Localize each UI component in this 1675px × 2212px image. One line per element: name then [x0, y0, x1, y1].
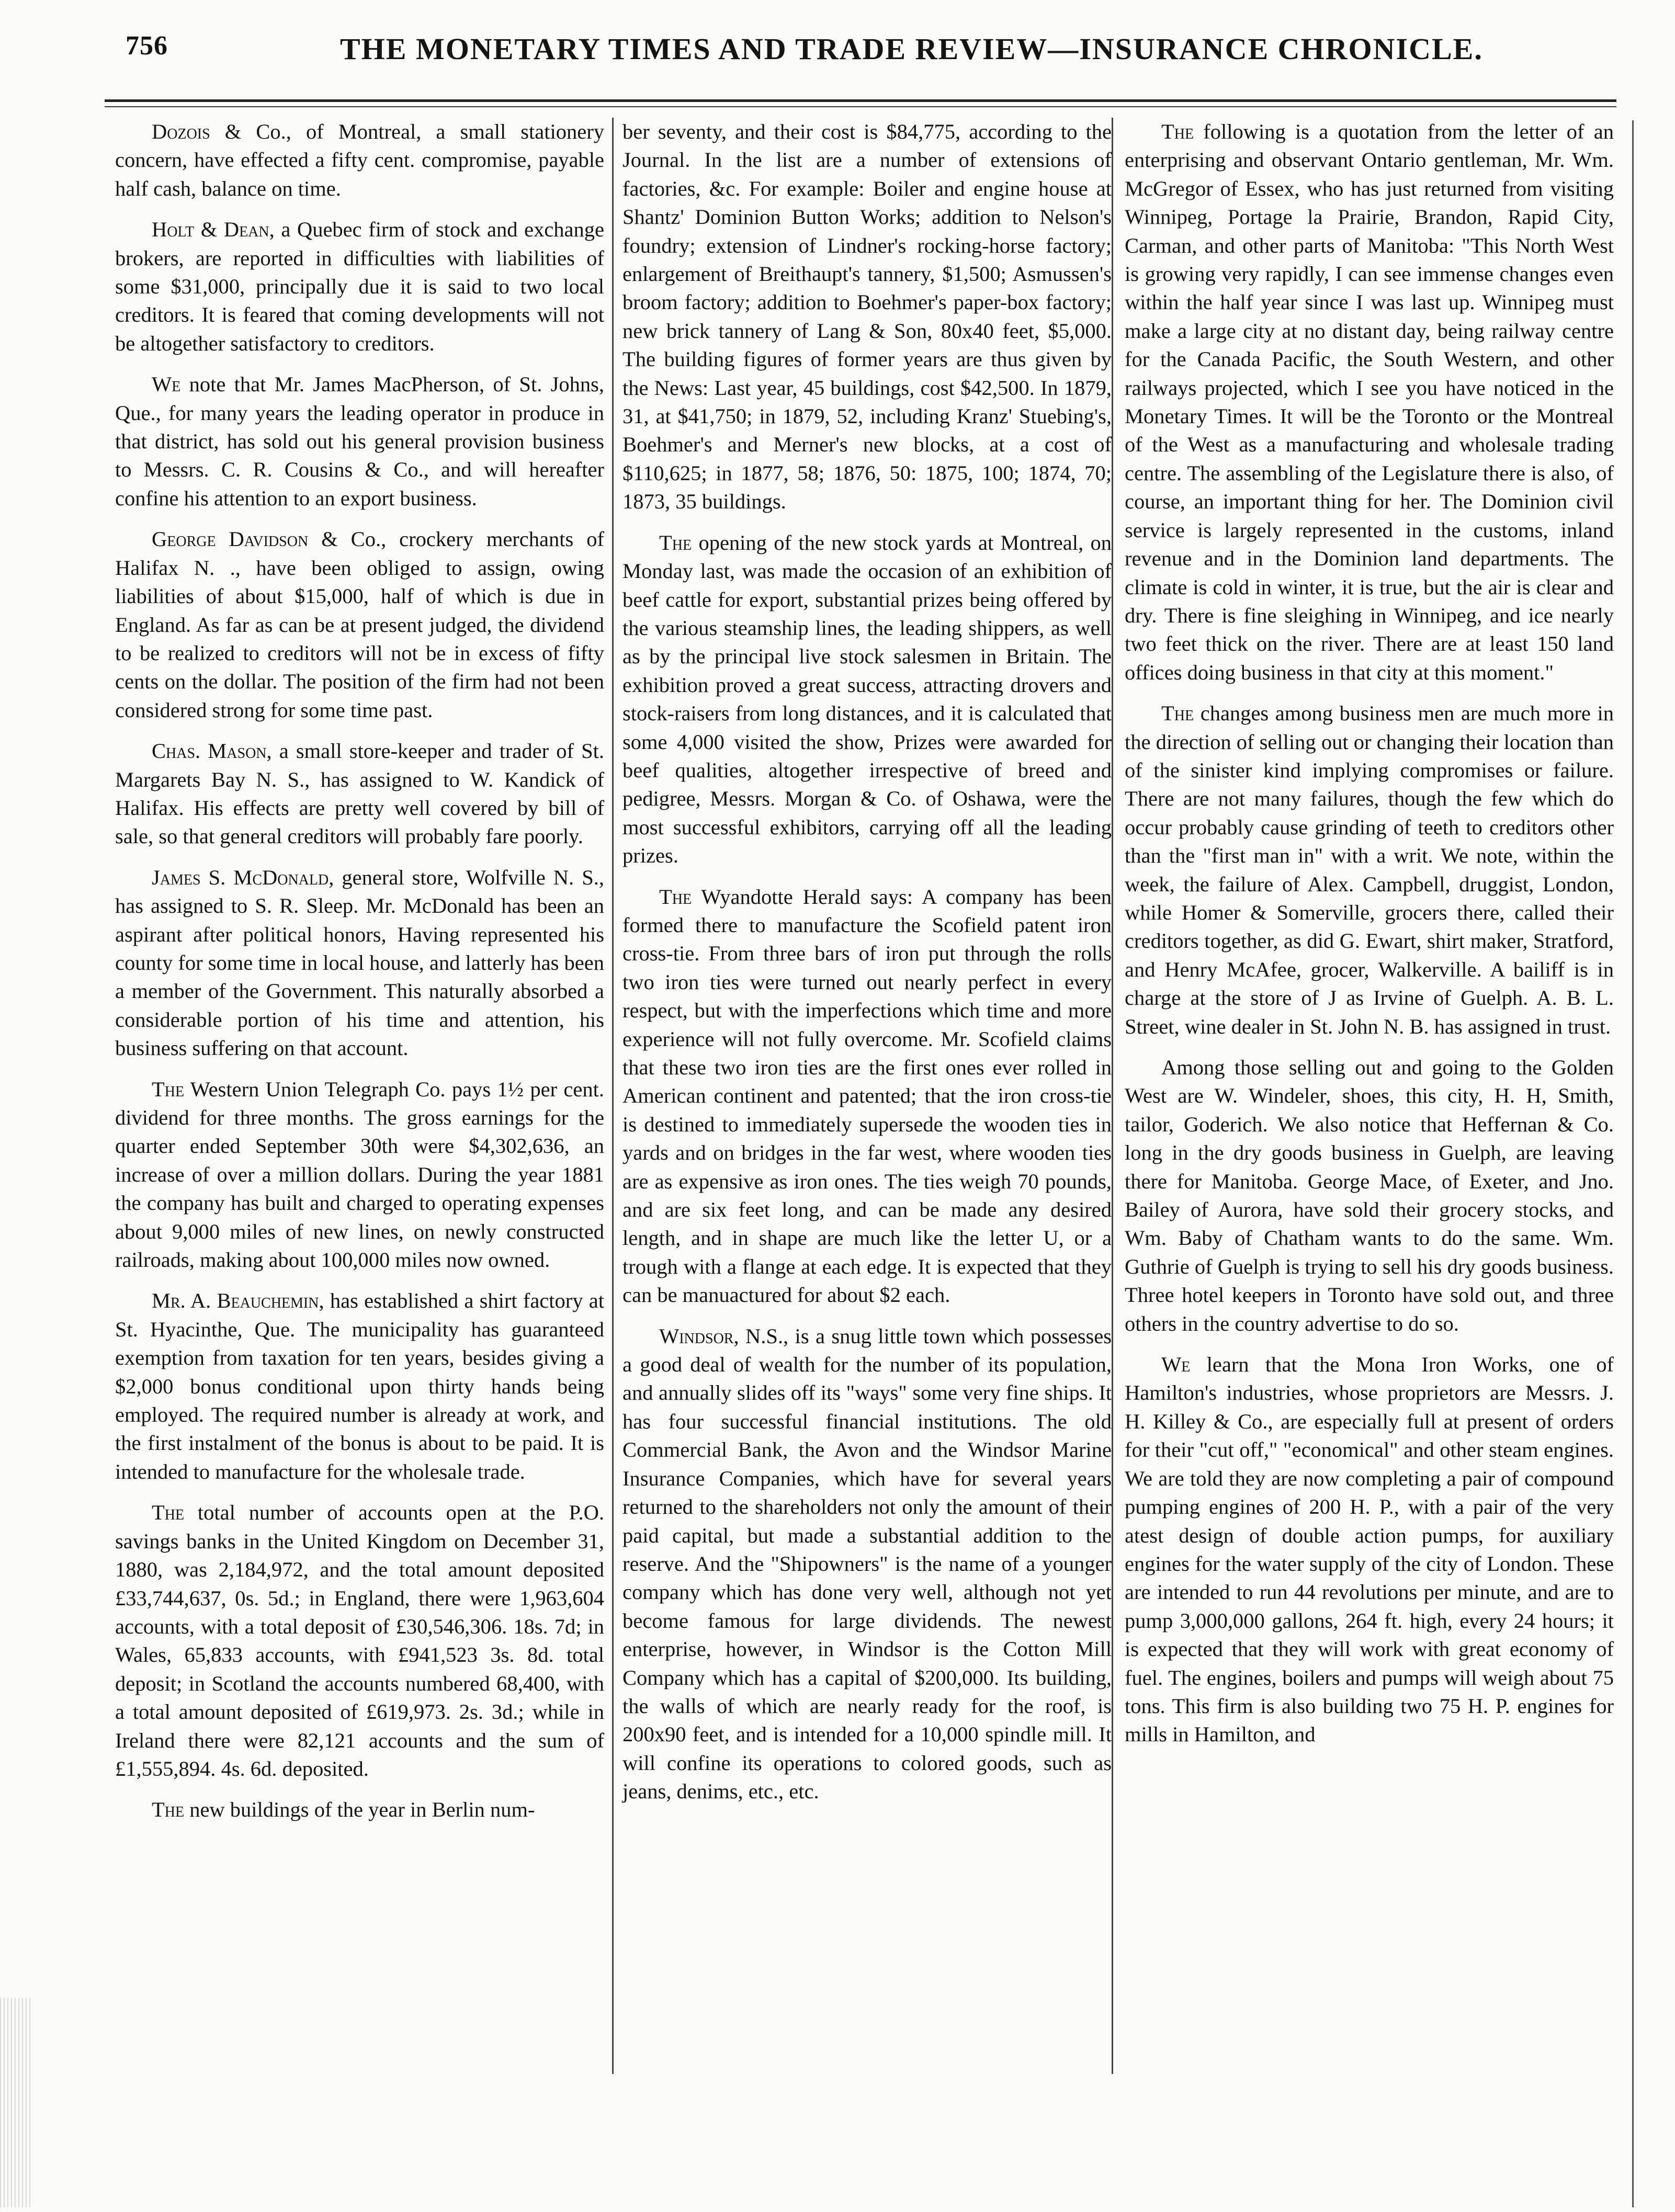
article-paragraph [115, 1287, 604, 1486]
article-paragraph [1125, 1351, 1614, 1749]
paragraph-lead: Windsor [659, 1324, 734, 1348]
paragraph-lead: We [1161, 1353, 1191, 1377]
paragraph-text: changes among business men are much more in the direction of selling out or changing their location than of the sinister kind implying compromises or failure. There are not many failures, though the few which do occur probably cause grinding of teeth to creditors other than the "first man in" with a writ. We note, within the week, the failure of Alex. Campbell, druggist, London, while Homer & Somerville, grocers there, called their creditors together, as did G. Ewart, shirt maker, Stratford, and Henry McAfee, grocer, Walkerville. A bailiff is in charge at the store of J as Irvine of Guelph. A. B. L. Street, wine dealer in St. John N. B. has assigned in trust. [1125, 701, 1614, 1038]
paragraph-lead: The [152, 1501, 185, 1525]
paragraph-text: , N.S., is a snug little town which possesses a good deal of wealth for the number of its population, and annually slides off its "ways" some very fine ships. It has four successful financial institutions. The old Commercial Bank, the Avon and the Windsor Marine Insurance Companies, which have for several years returned to the shareholders not only the amount of their paid capital, but made a substantial addition to the reserve. And the "Shipowners" is the name of a younger company which has done very well, although not yet become famous for large dividends. The newest enterprise, however, in Windsor is the Cotton Mill Company which has a capital of $200,000. Its building, the walls of which are nearly ready for the roof, is 200x90 feet, and is intended for a 10,000 spindle mill. It will confine its operations to colored goods, such as jeans, denims, etc., etc. [623, 1324, 1112, 1803]
page-edge-rule [1632, 120, 1634, 2207]
column-divider [1112, 118, 1113, 2074]
paragraph-text: learn that the Mona Iron Works, one of Hamilton's industries, whose proprietors are Messrs. J. H. Killey & Co., are especially full at present of orders for their "cut off," "economical" and other steam engines. We are told they are now completing a pair of compound pumping engines of 200 H. P., with a pair of the very atest design of double action pumps, for auxiliary engines for the water supply of the city of London. These are intended to run 44 revolutions per minute, and are to pump 3,000,000 gallons, 264 ft. high, every 24 hours; it is expected that they will work with great economy of fuel. The engines, boilers and pumps will weigh about 75 tons. This firm is also building two 75 H. P. engines for mills in Hamilton, and [1125, 1353, 1614, 1746]
paragraph-lead: The [1161, 120, 1194, 143]
paragraph-lead: Mr. A. Beauchemin [152, 1289, 319, 1313]
paragraph-lead: The [1161, 701, 1194, 725]
paragraph-lead: We [152, 372, 181, 396]
paragraph-text: opening of the new stock yards at Montreal, on Monday last, was made the occasion of an exhibition of beef cattle for export, substantial prizes being offered by the various steamship lines, the leading shippers, as well as by the principal live stock salesmen in Britain. The exhibition proved a great success, attracting drovers and stock-raisers from long distances, and it is calculated that some 4,000 visited the show, Prizes were awarded for beef qualities, altogether irrespective of breed and pedigree, Messrs. Morgan & Co. of Oshawa, were the most successful exhibitors, carrying off all the leading prizes. [623, 530, 1112, 868]
column-3 [1125, 118, 1614, 1762]
article-paragraph [115, 737, 604, 851]
article-paragraph [623, 118, 1112, 516]
paragraph-lead: The [152, 1077, 185, 1101]
article-paragraph [115, 370, 604, 513]
paragraph-text: Among those selling out and going to the Golden West are W. Windeler, shoes, this city, H. H, Smith, tailor, Goderich. We also notice that Heffernan & Co. long in the dry goods business in Guelph, are leaving there for Manitoba. George Mace, of Exeter, and Jno. Bailey of Aurora, have sold their grocery stocks, and Wm. Baby of Chatham wants to do the same. Wm. Guthrie of Guelph is trying to sell his dry goods business. Three hotel keepers in Toronto have sold out, and three others in the country advertise to do so. [1125, 1056, 1614, 1335]
article-paragraph [115, 1075, 604, 1275]
paragraph-lead: Holt & Dean [152, 218, 269, 242]
paragraph-lead: George Davidson [152, 527, 309, 551]
paragraph-lead: James S. McDonald [152, 865, 329, 889]
header-rule-thin [105, 106, 1616, 107]
paragraph-text: ber seventy, and their cost is $84,775, according to the Journal. In the list are a number of extensions of factories, &c. For example: Boiler and engine house at Shantz' Dominion Button Works; addition to Nelson's foundry; extension of Lindner's rocking-horse factory; enlargement of Breithaupt's tannery, $1,500; Asmussen's broom factory; addition to Boehmer's paper-box factory; new brick tannery of Lang & Son, 80x40 feet, $5,000. The building figures of former years are thus given by the News: Last year, 45 buildings, cost $42,500. In 1879, 31, at $41,750; in 1879, 52, including Kranz' Stuebing's, Boehmer's and Merner's new blocks, at a cost of $110,625; in 1877, 58; 1876, 50: 1875, 100; 1874, 70; 1873, 35 buildings. [623, 120, 1112, 514]
paragraph-text: , has established a shirt factory at St. Hyacinthe, Que. The municipality has guaranteed exemption from taxation for ten years, besides giving a $2,000 bonus conditional upon thirty hands being employed. The required number is already at work, and the first instalment of the bonus is about to be paid. It is intended to manufacture for the wholesale trade. [115, 1289, 605, 1483]
paragraph-text: Western Union Telegraph Co. pays 1½ per cent. dividend for three months. The gross earnings for the quarter ended September 30th were $4,302,636, an increase of over a million dollars. During the year 1881 the company has built and charged to operating expenses about 9,000 miles of new lines, on newly constructed railroads, making about 100,000 miles now owned. [115, 1077, 604, 1272]
article-paragraph [1125, 699, 1614, 1041]
article-paragraph [623, 529, 1112, 870]
paragraph-text: new buildings of the year in Berlin num- [184, 1798, 535, 1822]
paragraph-lead: The [152, 1798, 185, 1822]
article-paragraph [1125, 1053, 1614, 1338]
paragraph-text: & Co., crockery merchants of Halifax N. ., have been obliged to assign, owing liabilities of about $15,000, half of which is due in England. As far as can be at present judged, the dividend to be realized to creditors will not be in excess of fifty cents on the dollar. The position of the firm had not been considered strong for some time past. [115, 527, 604, 722]
page-header [126, 30, 1606, 77]
paragraph-text: & Co., of Montreal, a small stationery concern, have effected a fifty cent. compromise, payable half cash, balance on time. [115, 120, 604, 200]
article-paragraph [115, 1796, 604, 1824]
page-number: 756 [126, 31, 168, 61]
article-paragraph [623, 883, 1112, 1310]
paragraph-lead: Dozois [152, 120, 210, 143]
paragraph-lead: The [659, 884, 692, 909]
article-paragraph [1125, 118, 1614, 687]
paragraph-text: , a small store-keeper and trader of St. Margarets Bay N. S., has assigned to W. Kandick of Halifax. His effects are pretty well covered by bill of sale, so that general creditors will probably fare poorly. [115, 739, 605, 848]
paragraph-lead: Chas. Mason [152, 739, 267, 763]
column-1 [115, 118, 604, 1837]
publication-title: THE MONETARY TIMES AND TRADE REVIEW—INSURANCE CHRONICLE. [340, 32, 1483, 66]
paragraph-text: following is a quotation from the letter of an enterprising and observant Ontario gentleman, Mr. Wm. McGregor of Essex, who has just returned from visiting Winnipeg, Portage la Prairie, Brandon, Rapid City, Carman, and other parts of Manitoba: "This North West is growing very rapidly, I can see immense changes even within the half year since I was last up. Winnipeg must make a large city at no distant day, being railway centre for the Canada Pacific, the South Western, and other railways projected, which I see you have noticed in the Monetary Times. It will be the Toronto or the Montreal of the West as a manufacturing and wholesale trading centre. The assembling of the Legislature there is also, of course, an important thing for her. The Dominion civil service is largely represented in the customs, inland revenue and in the Dominion land departments. The climate is cold in winter, it is true, but the air is clear and dry. There is fine sleighing in Winnipeg, and ice nearly two feet thick on the river. There are at least 150 land offices doing business in that city at this moment." [1125, 120, 1614, 684]
article-paragraph [623, 1322, 1112, 1806]
paragraph-text: Wyandotte Herald says: A company has been formed there to manufacture the Scofield patent iron cross-tie. From three bars of iron put through the rolls two iron ties were turned out nearly perfect in every respect, but with the imperfections which time and more experience will not fully overcome. Mr. Scofield claims that these two iron ties are the first ones ever rolled in American continent and patented; that the iron cross-tie is destined to immediately supersede the wooden ties in yards and on bridges in the far west, where wooden ties are as expensive as iron ones. The ties weigh 70 pounds, and are six feet long, and can be made any desired length, and in shape are much like the letter U, or a trough with a flange at each edge. It is expected that they can be manuactured for about $2 each. [623, 884, 1112, 1307]
paragraph-text: note that Mr. James MacPherson, of St. Johns, Que., for many years the leading operator in produce in that district, has sold out his general provision business to Messrs. C. R. Cousins & Co., and will hereafter confine his attention to an export business. [115, 372, 604, 510]
column-2 [623, 118, 1112, 1819]
paragraph-lead: The [659, 530, 692, 554]
paragraph-text: , a Quebec firm of stock and exchange brokers, are reported in difficulties with liabilities of some $31,000, principally due it is said to two local creditors. It is feared that coming developments will not be altogether satisfactory to creditors. [115, 218, 604, 355]
paragraph-text: total number of accounts open at the P.O. savings banks in the United Kingdom on December 31, 1880, was 2,184,972, and the total amount deposited £33,744,637, 0s. 5d.; in England, there were 1,963,604 accounts, with a total deposit of £30,546,306. 18s. 7d; in Wales, 65,833 accounts, with £941,523 3s. 8d. total deposit; in Scotland the accounts numbered 68,400, with a total amount deposited of £619,973. 2s. 3d.; while in Ireland there were 82,121 accounts and the sum of £1,555,894. 4s. 6d. deposited. [115, 1501, 604, 1780]
article-paragraph [115, 525, 604, 724]
column-divider [612, 118, 614, 2074]
header-rule [105, 99, 1616, 102]
article-paragraph [115, 864, 604, 1063]
article-paragraph [115, 118, 604, 203]
scan-artifact [0, 1998, 31, 2207]
paragraph-text: , general store, Wolfville N. S., has assigned to S. R. Sleep. Mr. McDonald has been an aspirant after political honors, Having represented his county for some time in local house, and latterly has been a member of the Government. This naturally absorbed a considerable portion of his time and attention, his business suffering on that account. [115, 865, 605, 1060]
article-paragraph [115, 1499, 604, 1783]
article-paragraph [115, 215, 604, 358]
